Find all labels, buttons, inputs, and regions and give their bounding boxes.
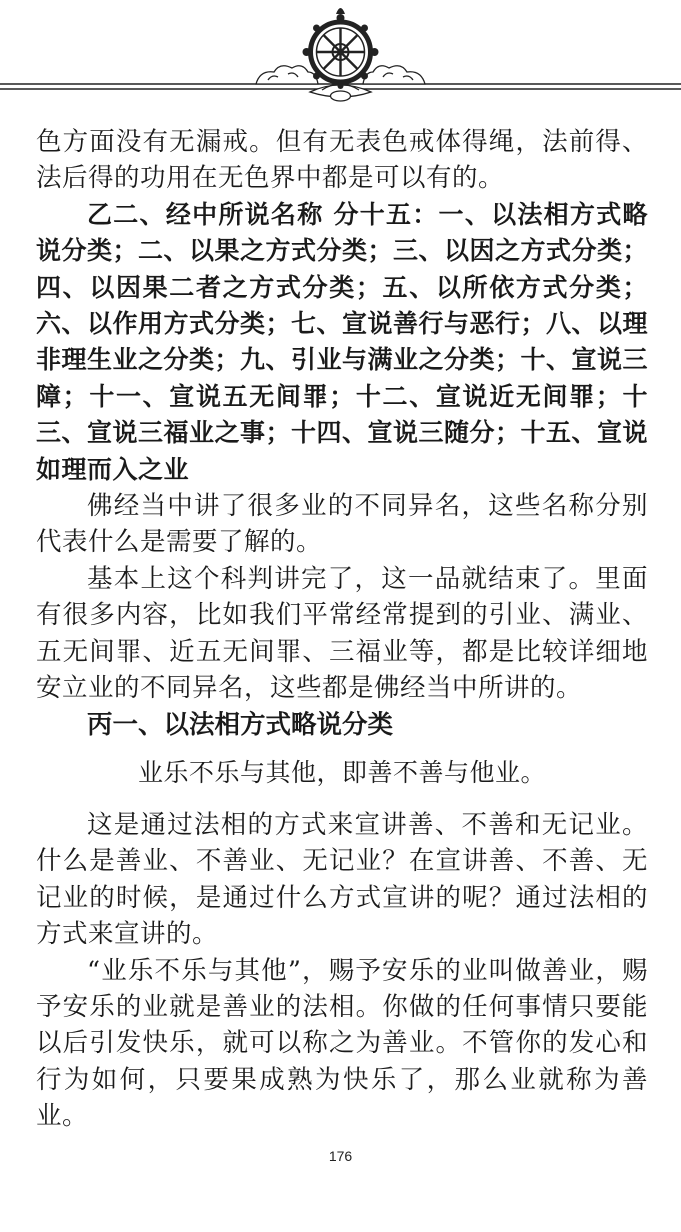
page-number: 176	[328, 1148, 353, 1164]
paragraph-5: “业乐不乐与其他”，赐予安乐的业叫做善业，赐予安乐的业就是善业的法相。你做的任何事情只要能以后引发快乐，就可以称之为善业。不管你的发心和行为如何，只要果成熟为快乐了，那么业就称为善业。	[36, 955, 648, 1132]
page-body	[36, 124, 648, 1135]
paragraph-2: 佛经当中讲了很多业的不同异名，这些名称分别代表什么是需要了解的。	[36, 491, 648, 558]
paragraph-1: 色方面没有无漏戒。但有无表色戒体得绳，法前得、法后得的功用在无色界中都是可以有的。	[36, 127, 648, 194]
paragraph-3: 基本上这个科判讲完了，这一品就结束了。里面有很多内容，比如我们平常经常提到的引业、满业、五无间罪、近五无间罪、三福业等，都是比较详细地安立业的不同异名，这些都是佛经当中所讲的。	[36, 563, 648, 704]
paragraph-4: 这是通过法相的方式来宣讲善、不善和无记业。什么是善业、不善业、无记业？在宣讲善、不善、无记业的时候，是通过什么方式宣讲的呢？通过法相的方式来宣讲的。	[36, 809, 648, 950]
verse-line: 业乐不乐与其他，即善不善与他业。	[137, 757, 546, 787]
page-header-ornament	[0, 0, 681, 120]
dharma-wheel-icon	[0, 0, 681, 120]
section-heading-bing1: 丙一、以法相方式略说分类	[87, 709, 394, 740]
section-heading-yi2: 乙二、经中所说名称 分十五：一、以法相方式略说分类；二、以果之方式分类；三、以因之方式分类；四、以因果二者之方式分类；五、以所依方式分类；六、以作用方式分类；七、宣说善行与恶行；八、以理非理生业之分类；九、引业与满业之分类；十、宣说三障；十一、宣说五无间罪；十二、宣说近无间罪；十三、宣说三福业之事；十四、宣说三随分；十五、宣说如理而入之业	[36, 199, 649, 484]
